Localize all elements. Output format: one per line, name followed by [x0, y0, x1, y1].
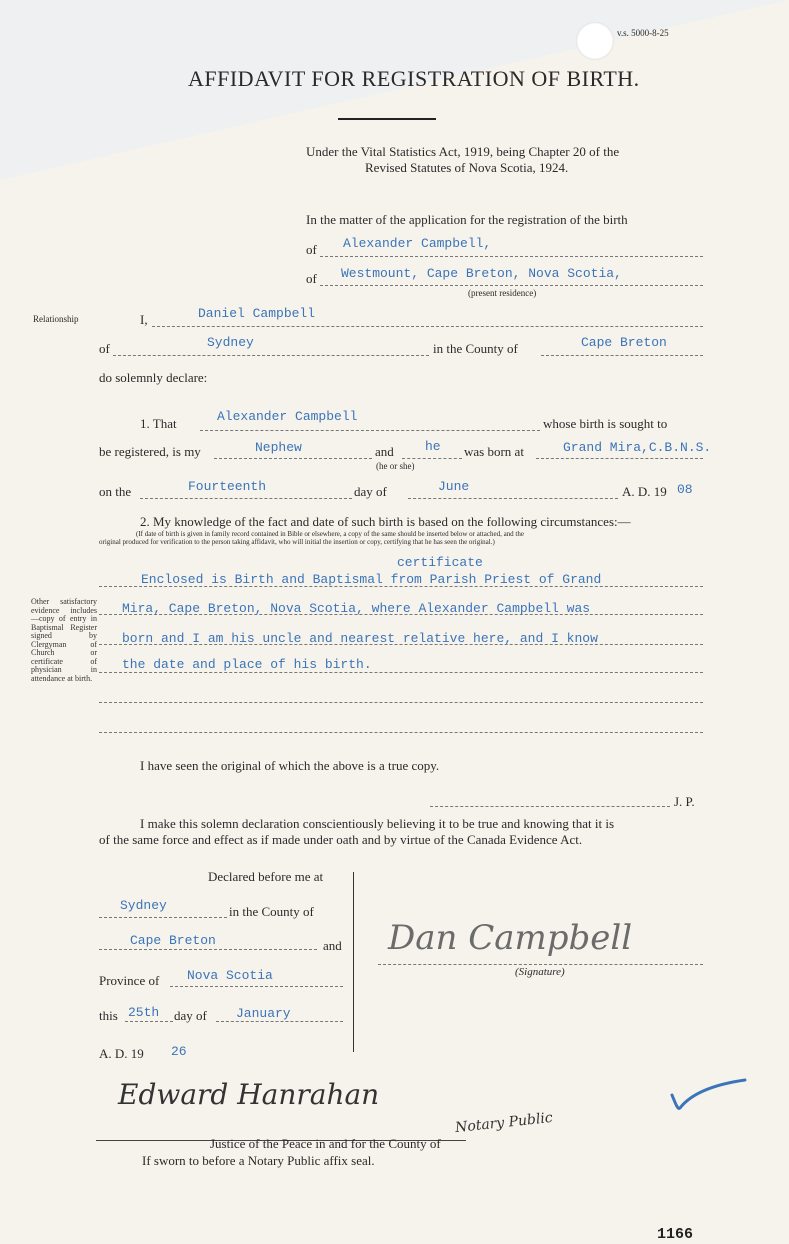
clause1-month-field[interactable]: June — [438, 479, 470, 494]
clause2-text: 2. My knowledge of the fact and date of such birth is based on the following circumstances:— — [140, 514, 631, 529]
justice-line-2: If sworn to before a Notary Public affix seal. — [142, 1153, 375, 1168]
declared-this: this — [99, 1008, 118, 1023]
of-label-2: of — [306, 271, 317, 286]
i-label: I, — [140, 312, 148, 327]
clause2-note-1: (If date of birth is given in family record contained in Bible or elsewhere, a copy of the same should be inserted below or attached, and the — [136, 530, 524, 538]
clause2-line-1[interactable]: Enclosed is Birth and Baptismal from Parish Priest of Grand — [141, 572, 602, 587]
declared-county-label: in the County of — [229, 904, 314, 919]
clause1-on-the: on the — [99, 484, 132, 499]
declared-day-of: day of — [174, 1008, 207, 1023]
of-label-1: of — [306, 242, 317, 257]
form-code: v.s. 5000-8-25 — [617, 28, 669, 38]
of-label-3: of — [99, 341, 110, 356]
notary-title-hand: Notary Public — [454, 1109, 554, 1137]
clause2-insert-word[interactable]: certificate — [397, 555, 483, 570]
child-name-field[interactable]: Alexander Campbell, — [343, 236, 492, 251]
clause2-note-2: original produced for verification to the person taking affidavit, who will initial the insertion or copy, certifying that he has seen the original.) — [99, 538, 495, 546]
clause1-child-field[interactable]: Alexander Campbell — [217, 409, 358, 424]
declared-year-field[interactable]: 26 — [171, 1044, 187, 1059]
county-label-1: in the County of — [433, 341, 518, 356]
jp-label: J. P. — [674, 794, 695, 809]
clause1-be-registered: be registered, is my — [99, 444, 201, 459]
justice-line-1: Justice of the Peace in and for the County of — [210, 1136, 441, 1151]
clause2-line-2[interactable]: Mira, Cape Breton, Nova Scotia, where Alexander Campbell was — [122, 601, 591, 616]
declared-province-field[interactable]: Nova Scotia — [187, 968, 273, 983]
declared-day-field[interactable]: 25th — [128, 1005, 160, 1020]
clause1-that: 1. That — [140, 416, 177, 431]
clause1-whose-birth: whose birth is sought to — [543, 416, 668, 431]
declared-month-field[interactable]: January — [236, 1006, 291, 1021]
residence-caption: (present residence) — [468, 288, 537, 298]
solemn-line-2: of the same force and effect as if made under oath and by virtue of the Canada Evidence Act. — [99, 832, 583, 847]
side-note: Other satisfactory evidence includes —copy of entry in Baptismal Register signed by Clergyman of Church or certificate of physician in attendance at birth. — [31, 597, 97, 683]
declarant-town-field[interactable]: Sydney — [207, 335, 254, 350]
clause1-ad: A. D. 19 — [622, 484, 667, 499]
clause1-year-field[interactable]: 08 — [677, 482, 693, 497]
declared-county-field[interactable]: Cape Breton — [130, 933, 216, 948]
stamp-number: 1166 — [657, 1226, 694, 1243]
justice-signature[interactable]: Edward Hanrahan — [118, 1078, 380, 1111]
clause1-day-field[interactable]: Fourteenth — [188, 479, 267, 494]
solemn-line-1: I make this solemn declaration conscientiously believing it to be true and knowing that it is — [140, 816, 615, 831]
residence-field[interactable]: Westmount, Cape Breton, Nova Scotia, — [341, 266, 622, 281]
clause1-relation-field[interactable]: Nephew — [255, 440, 302, 455]
act-line-2: Revised Statutes of Nova Scotia, 1924. — [365, 160, 569, 175]
clause2-line-4[interactable]: the date and place of his birth. — [122, 657, 372, 672]
clause1-day-of: day of — [354, 484, 387, 499]
clause1-birthplace-field[interactable]: Grand Mira,C.B.N.S. — [563, 440, 712, 455]
declared-province-label: Province of — [99, 973, 160, 988]
declare-text: do solemnly declare: — [99, 370, 208, 385]
act-line-1: Under the Vital Statistics Act, 1919, being Chapter 20 of the — [306, 144, 620, 159]
declared-ad: A. D. 19 — [99, 1046, 144, 1061]
clause2-line-3[interactable]: born and I am his uncle and nearest relative here, and I know — [122, 631, 598, 646]
declared-before: Declared before me at — [208, 869, 324, 884]
pronoun-caption: (he or she) — [376, 461, 415, 471]
clause1-and: and — [375, 444, 394, 459]
copy-statement: I have seen the original of which the above is a true copy. — [140, 758, 440, 773]
declarant-signature[interactable]: Dan Campbell — [388, 918, 633, 958]
page-title: AFFIDAVIT FOR REGISTRATION OF BIRTH. — [188, 66, 640, 91]
clause1-pronoun-field[interactable]: he — [425, 439, 441, 454]
relationship-label: Relationship — [33, 314, 79, 324]
declarant-county-field[interactable]: Cape Breton — [581, 335, 667, 350]
matter-intro: In the matter of the application for the registration of the birth — [306, 212, 628, 227]
declared-and: and — [323, 938, 342, 953]
declared-place-field[interactable]: Sydney — [120, 898, 167, 913]
declarant-name-field[interactable]: Daniel Campbell — [198, 306, 316, 321]
signature-caption: (Signature) — [515, 966, 565, 978]
clause1-born-at: was born at — [464, 444, 524, 459]
